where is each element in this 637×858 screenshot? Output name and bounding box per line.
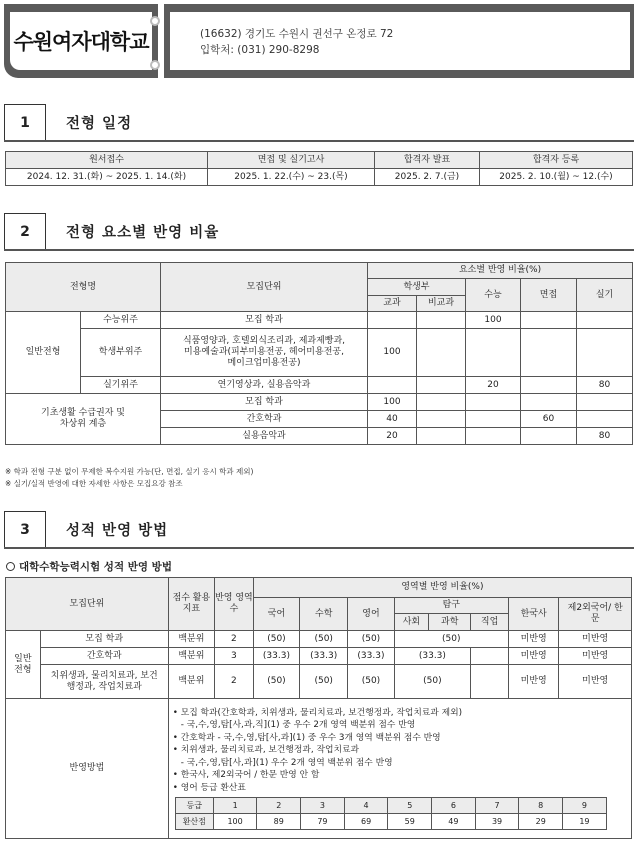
grade-label: 등급 — [175, 798, 213, 814]
table-cell: 학생부위주 — [81, 329, 161, 377]
method-line: • 치위생과, 물리치료과, 보건행정과, 작업치료과 — [172, 745, 360, 756]
binder-ring-icon — [150, 16, 160, 26]
header-cell: 학생부 — [368, 279, 466, 296]
header-cell: 실기 — [577, 279, 633, 312]
header-cell: 수학 — [300, 598, 348, 631]
table-cell: 기초생활 수급권자 및 차상위 계층 — [6, 394, 161, 445]
table-cell: 백분위 — [168, 665, 214, 699]
table-cell: 2024. 12. 31.(화) ~ 2025. 1. 14.(화) — [6, 169, 208, 186]
table-cell: 미반영 — [509, 631, 559, 648]
note: ※ 학과 전형 구분 없이 무제한 복수지원 가능(단, 면접, 실기 응시 학과 제외) — [5, 467, 254, 476]
table-cell: 100 — [368, 329, 417, 377]
header-cell: 탐구 — [394, 598, 508, 614]
subsection-title: 대학수학능력시험 성적 반영 방법 — [19, 561, 172, 573]
header — [4, 4, 634, 78]
section-number: 3 — [4, 511, 46, 547]
table-cell: (50) — [253, 631, 299, 648]
header-cell: 직업 — [471, 614, 509, 631]
binder-ring-icon — [150, 60, 160, 70]
header-cell: 국어 — [253, 598, 299, 631]
grade-cell: 2 — [257, 798, 301, 814]
table-cell: 모집 학과 — [40, 631, 168, 648]
header-cell: 합격자 등록 — [480, 152, 633, 169]
grade-cell: 8 — [519, 798, 563, 814]
header-cell: 요소별 반영 비율(%) — [368, 263, 633, 279]
table-cell: (50) — [253, 665, 299, 699]
method-line: - 국,수,영,탐[사,과,직](1) 중 우수 2개 영역 백분위 점수 반영 — [180, 720, 416, 731]
table-cell: 100 — [368, 394, 417, 411]
method-line: - 국,수,영,탐[사,과](1) 우수 2개 영역 백분위 점수 반영 — [180, 757, 393, 768]
header-cell: 영어 — [348, 598, 394, 631]
method-line: • 한국사, 제2외국어 / 한문 반영 안 함 — [172, 770, 320, 781]
header-cell: 비교과 — [417, 296, 466, 312]
table-cell: 치위생과, 물리치료과, 보건행정과, 작업치료과 — [40, 665, 168, 699]
table-cell: (50) — [300, 665, 348, 699]
header-cell: 원서접수 — [6, 152, 208, 169]
address: (16632) 경기도 수원시 권선구 온정로 72 — [200, 28, 394, 40]
header-cell: 합격자 발표 — [375, 152, 480, 169]
table-cell: (50) — [394, 631, 508, 648]
grade-cell: 9 — [563, 798, 607, 814]
table-cell: 2025. 2. 7.(금) — [375, 169, 480, 186]
header-cell: 영역별 반영 비율(%) — [253, 578, 631, 598]
method-line: • 모집 학과(간호학과, 치위생과, 물리치료과, 보건행정과, 작업치료과 제외) — [172, 707, 463, 718]
table-cell: (33.3) — [253, 648, 299, 665]
table-cell: (50) — [348, 631, 394, 648]
section-3-heading — [4, 511, 634, 551]
grade-cell: 4 — [344, 798, 388, 814]
circle-bullet-icon — [6, 562, 15, 571]
header-cell: 면접 및 실기고사 — [208, 152, 375, 169]
table-cell: 40 — [368, 411, 417, 428]
section-2-heading — [4, 213, 634, 253]
table-cell: 백분위 — [168, 648, 214, 665]
table-cell: 간호학과 — [40, 648, 168, 665]
table-cell: 간호학과 — [161, 411, 368, 428]
grade-cell: 6 — [432, 798, 476, 814]
table-cell: 수능위주 — [81, 312, 161, 329]
score-label: 환산점 — [175, 814, 213, 830]
section-number: 2 — [4, 213, 46, 249]
section-number: 1 — [4, 104, 46, 140]
csat-table — [5, 577, 632, 839]
table-cell: 100 — [466, 312, 521, 329]
header-cell: 수능 — [466, 279, 521, 312]
table-cell: 일반 전형 — [6, 631, 41, 699]
table-cell: (33.3) — [348, 648, 394, 665]
header-cell: 전형명 — [6, 263, 161, 312]
section-1-heading — [4, 104, 634, 144]
table-cell: 모집 학과 — [161, 312, 368, 329]
table-cell: (33.3) — [300, 648, 348, 665]
table-cell: 미반영 — [559, 665, 632, 699]
header-cell: 모집단위 — [161, 263, 368, 312]
table-cell: 2 — [214, 631, 253, 648]
header-cell: 반영 영역수 — [214, 578, 253, 631]
score-cell: 29 — [519, 814, 563, 830]
table-cell: 2025. 1. 22.(수) ~ 23.(목) — [208, 169, 375, 186]
grade-cell: 5 — [388, 798, 432, 814]
university-logo-text: 수원여자대학교 — [13, 30, 149, 54]
header-cell: 점수 활용 지표 — [168, 578, 214, 631]
section-title: 성적 반영 방법 — [66, 523, 169, 539]
table-cell: 미반영 — [509, 648, 559, 665]
score-cell: 49 — [432, 814, 476, 830]
table-cell: 20 — [368, 428, 417, 445]
header-cell: 사회 — [394, 614, 429, 631]
table-cell: 2 — [214, 665, 253, 699]
table-cell: 20 — [466, 377, 521, 394]
logo-frame — [4, 4, 158, 78]
header-cell: 모집단위 — [6, 578, 169, 631]
header-cell: 한국사 — [509, 598, 559, 631]
table-cell: 백분위 — [168, 631, 214, 648]
subsection-heading — [6, 559, 172, 574]
table-cell: 실기위주 — [81, 377, 161, 394]
score-cell: 100 — [213, 814, 257, 830]
note: ※ 실기/실적 반영에 대한 자세한 사항은 모집요강 참조 — [5, 479, 183, 488]
section-title: 전형 일정 — [66, 116, 133, 132]
score-cell: 59 — [388, 814, 432, 830]
header-cell: 교과 — [368, 296, 417, 312]
score-cell: 39 — [475, 814, 519, 830]
table-cell: 실용음악과 — [161, 428, 368, 445]
header-cell: 면접 — [521, 279, 577, 312]
table-cell: 미반영 — [509, 665, 559, 699]
grade-cell: 1 — [213, 798, 257, 814]
header-cell: 제2외국어/ 한문 — [559, 598, 632, 631]
table-cell: 80 — [577, 428, 633, 445]
table-cell: 연기영상과, 실용음악과 — [161, 377, 368, 394]
table-cell: 반영방법 — [6, 699, 169, 839]
table-cell: (50) — [348, 665, 394, 699]
grade-cell: 3 — [301, 798, 345, 814]
table-cell: 80 — [577, 377, 633, 394]
table-cell: 모집 학과 — [161, 394, 368, 411]
section-title: 전형 요소별 반영 비율 — [66, 225, 220, 241]
score-cell: 69 — [344, 814, 388, 830]
schedule-table — [5, 151, 633, 186]
score-cell: 89 — [257, 814, 301, 830]
english-grade-table — [175, 797, 607, 830]
table-cell: 60 — [521, 411, 577, 428]
table-cell: 2025. 2. 10.(월) ~ 12.(수) — [480, 169, 633, 186]
contact: 입학처: (031) 290-8298 — [200, 44, 320, 56]
table-cell: (50) — [300, 631, 348, 648]
method-line: • 간호학과 - 국,수,영,탐[사,과](1) 중 우수 3개 영역 백분위 점수 반영 — [172, 732, 441, 743]
grade-cell: 7 — [475, 798, 519, 814]
table-cell: 일반전형 — [6, 312, 81, 394]
table-cell: 미반영 — [559, 648, 632, 665]
table-cell: (50) — [394, 665, 471, 699]
header-cell: 과학 — [429, 614, 471, 631]
method-description — [168, 699, 631, 839]
table-cell: 3 — [214, 648, 253, 665]
score-cell: 19 — [563, 814, 607, 830]
address-frame — [164, 4, 634, 78]
score-cell: 79 — [301, 814, 345, 830]
table-cell: (33.3) — [394, 648, 471, 665]
ratio-table — [5, 262, 633, 445]
table-cell: 식품영양과, 호텔외식조리과, 제과제빵과, 미용예술과(피부미용전공, 헤어미용전공, 메이크업미용전공) — [161, 329, 368, 377]
method-line: • 영어 등급 환산표 — [172, 782, 246, 793]
table-cell: 미반영 — [559, 631, 632, 648]
